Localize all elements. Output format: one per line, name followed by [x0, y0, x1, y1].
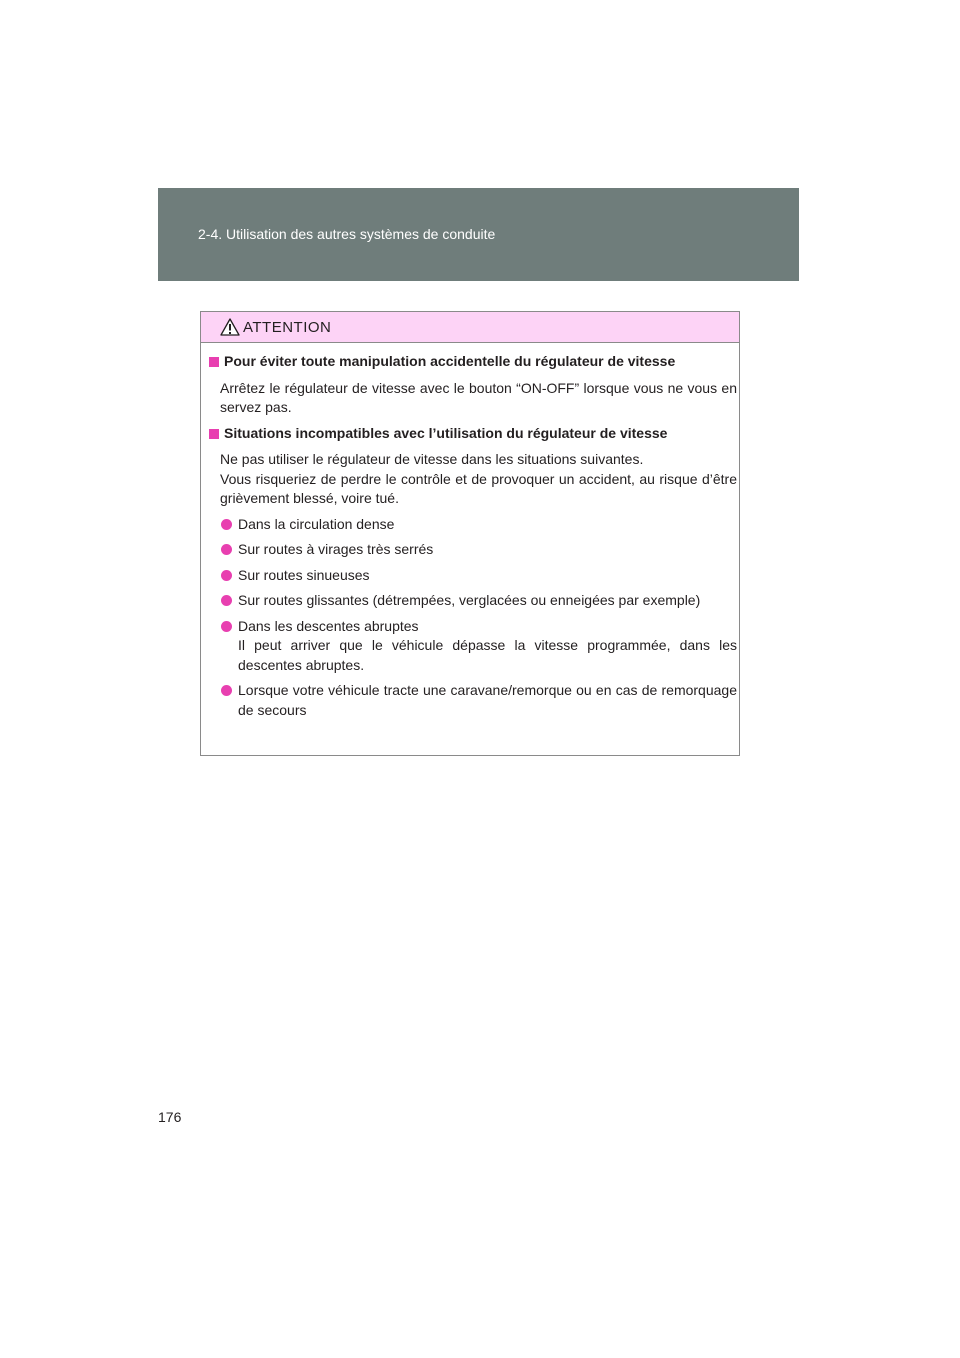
- section-paragraph: [209, 450, 737, 509]
- round-bullet-icon: [221, 570, 232, 581]
- list-item: [209, 591, 737, 611]
- section-heading-text: Pour éviter toute manipulation accidentelle du régulateur de vitesse: [224, 353, 676, 369]
- chapter-title: 2-4. Utilisation des autres systèmes de conduite: [198, 226, 496, 242]
- list-item: [209, 540, 737, 560]
- chapter-header-band: [158, 188, 799, 281]
- section-heading: [209, 424, 737, 444]
- list-item: [209, 681, 737, 720]
- list-item-text: Dans les descentes abruptes: [238, 617, 419, 634]
- attention-title: ATTENTION: [243, 319, 332, 336]
- round-bullet-icon: [221, 544, 232, 555]
- list-item-text: Sur routes sinueuses: [238, 566, 370, 583]
- square-bullet-icon: [209, 357, 219, 367]
- paragraph-line: Ne pas utiliser le régulateur de vitesse dans les situations suivantes.: [220, 451, 644, 467]
- section-heading: [209, 352, 737, 372]
- page-number: 176: [158, 1109, 182, 1125]
- round-bullet-icon: [221, 519, 232, 530]
- list-item-text: Sur routes à virages très serrés: [238, 541, 434, 557]
- list-item: [209, 566, 737, 586]
- round-bullet-icon: [221, 621, 232, 632]
- list-item-text: Lorsque votre véhicule tracte une caravane/remorque ou en cas de remorquage de secours: [238, 682, 737, 718]
- list-item-note: Il peut arriver que le véhicule dépasse la vitesse programmée, dans les descentes abruptes.: [238, 637, 737, 673]
- attention-header: [201, 312, 739, 343]
- list-item-text: Dans la circulation dense: [238, 515, 395, 532]
- square-bullet-icon: [209, 429, 219, 439]
- section-paragraph: Arrêtez le régulateur de vitesse avec le bouton “ON-OFF” lorsque vous ne vous en servez pas.: [220, 379, 737, 415]
- list-item: [209, 617, 737, 676]
- round-bullet-icon: [221, 595, 232, 606]
- warning-triangle-icon: [220, 318, 240, 336]
- round-bullet-icon: [221, 685, 232, 696]
- paragraph-line: Vous risqueriez de perdre le contrôle et de provoquer un accident, au risque d’être grièvement blessé, voire tué.: [220, 470, 737, 506]
- list-item-text: Sur routes glissantes (détrempées, verglacées ou enneigées par exemple): [238, 592, 701, 608]
- attention-box: [200, 311, 740, 756]
- attention-content: [209, 352, 737, 726]
- section-heading-text: Situations incompatibles avec l’utilisation du régulateur de vitesse: [224, 424, 668, 441]
- list-item: [209, 515, 737, 535]
